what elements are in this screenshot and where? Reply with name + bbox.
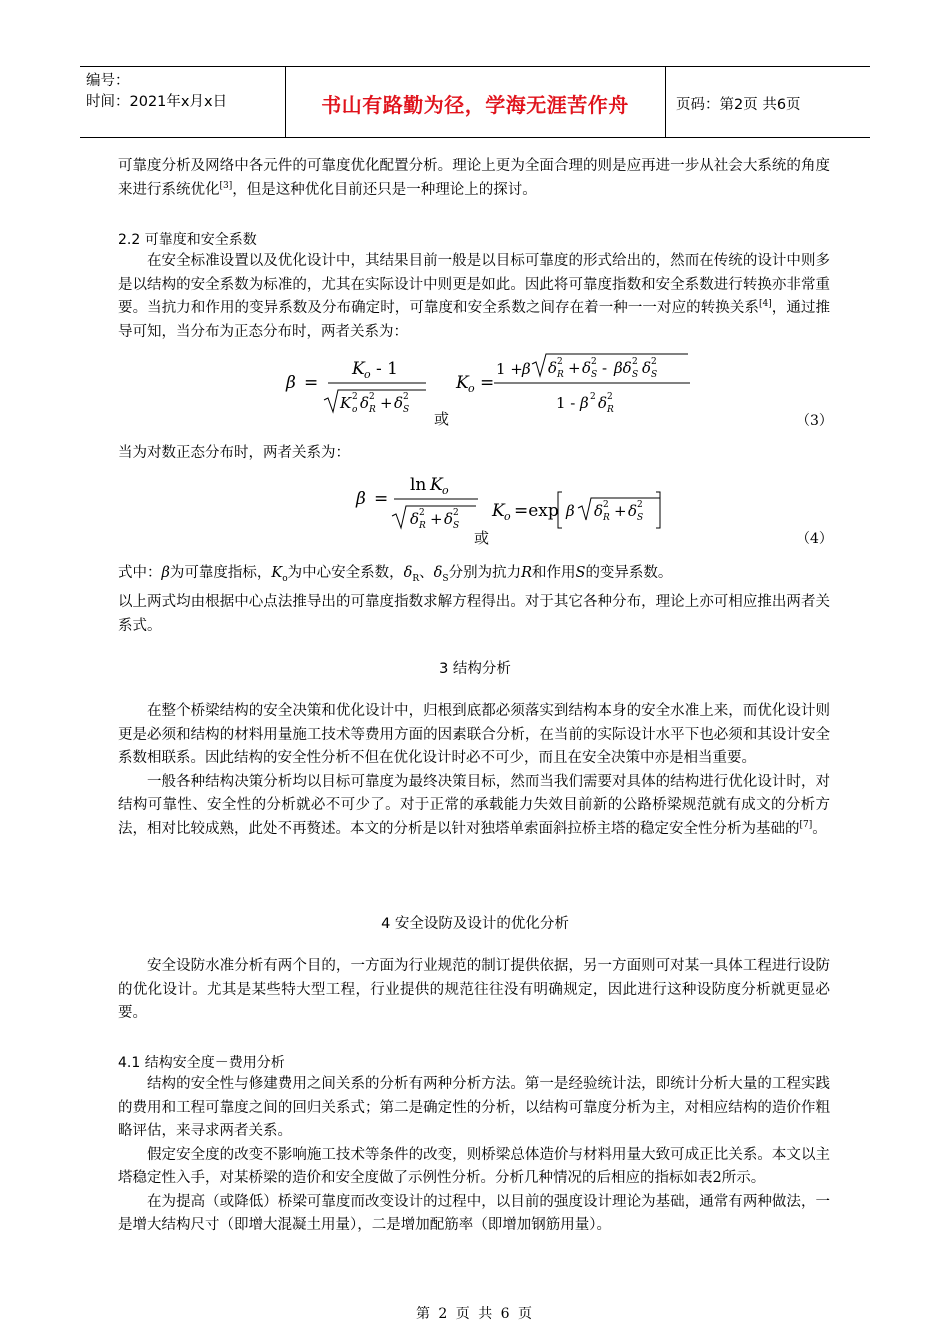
svg-text:δ: δ <box>598 394 608 412</box>
svg-text:2: 2 <box>603 500 609 510</box>
svg-text:2: 2 <box>607 392 613 402</box>
svg-text:2: 2 <box>352 392 358 402</box>
svg-text:β: β <box>580 394 589 412</box>
citation: [7] <box>799 819 813 830</box>
header-number: 编号： <box>86 73 130 89</box>
svg-text:δ: δ <box>410 510 420 528</box>
svg-text:β: β <box>286 373 296 393</box>
svg-text:δ: δ <box>394 394 404 412</box>
svg-text:+: + <box>430 510 443 528</box>
svg-text:+: + <box>614 502 627 520</box>
svg-text:β: β <box>566 502 575 520</box>
section-heading-3: 3 结构分析 <box>439 661 511 677</box>
svg-text:S: S <box>651 370 658 380</box>
svg-text:R: R <box>557 370 564 380</box>
svg-text:K: K <box>340 394 352 412</box>
svg-text:2: 2 <box>590 392 596 402</box>
svg-text:=exp: =exp <box>514 501 559 521</box>
svg-text:2: 2 <box>632 357 638 367</box>
svg-text:2: 2 <box>369 392 375 402</box>
svg-text:K: K <box>352 359 365 379</box>
svg-text:S: S <box>632 370 639 380</box>
svg-text:1 -: 1 - <box>556 394 576 412</box>
svg-text:R: R <box>603 513 610 523</box>
equation-4 <box>352 470 672 536</box>
svg-text:2: 2 <box>591 357 597 367</box>
paragraph: 当为对数正态分布时，两者关系为： <box>118 445 350 461</box>
header-time: 时间：2021年x月x日 <box>86 94 228 110</box>
svg-text:S: S <box>403 405 410 415</box>
svg-text:- 1: - 1 <box>376 359 398 379</box>
paragraph: 在整个桥梁结构的安全决策和优化设计中，归根到底都必须落实到结构本身的安全水准上来，而优化设计则更是必须和结构的材料用量施工技术等费用方面的因素联合分析，在当前的实际设计水平下也必须和其设计安全系数相联系。因此结构的安全性分析不但在优化设计时必不可少，而且在安全决策中亦是相当重要。 一般各种结构决策分析均以目标可靠度为最终决策目标，然而当我们需要对具体的结构进行优化设计时，对结构可靠性、安全性的分析就必不可少了。对于正常的承载能力失效目前新的公路桥梁规范就有成文的分析方法，相对比较成熟，此处不再赘述。本文的分析是以针对独塔单索面斜拉桥主塔的稳定安全性分析为基础的[7]。 <box>118 703 830 837</box>
header-meta <box>86 71 227 113</box>
section-heading-2-2: 2.2 可靠度和安全系数 <box>118 232 257 248</box>
svg-text:βδ: βδ <box>614 359 632 377</box>
svg-text:2: 2 <box>637 500 643 510</box>
paragraph: 结构的安全性与修建费用之间关系的分析有两种分析方法。第一是经验统计法，即统计分析大量的工程实践的费用和工程可靠度之间的回归关系式；第二是确定性的分析，以结构可靠度分析为主，对相应结构的造价作粗略评估，来寻求两者关系。 假定安全度的改变不影响施工技术等条件的改变，则桥梁总体造价与材料用量大致可成正比关系。本文以主塔稳定性入手，对某桥梁的造价和安全度做了示例性分析。分析几种情况的后相应的指标如表2所示。 在为提高（或降低）桥梁可靠度而改变设计的过程中，以目前的强度设计理论为基础，通常有两种做法，一是增大结构尺寸（即增大混凝土用量），二是增加配筋率（即增加钢筋用量）。 <box>118 1076 830 1233</box>
header-page: 页码：第2页 共6页 <box>676 97 801 113</box>
svg-text:2: 2 <box>453 508 459 518</box>
svg-text:δ: δ <box>594 502 604 520</box>
paragraph: 可靠度分析及网络中各元件的可靠度优化配置分析。理论上更为全面合理的则是应再进一步从社会大系统的角度来进行系统优化[3]，但是这种优化目前还只是一种理论上的探讨。 <box>118 158 830 198</box>
header-motto: 书山有路勤为径，学海无涯苦作舟 <box>321 93 629 117</box>
equation-number: （3） <box>796 413 833 429</box>
svg-text:R: R <box>607 405 614 415</box>
equation-3 <box>280 352 710 418</box>
svg-text:2: 2 <box>403 392 409 402</box>
svg-text:δ: δ <box>360 394 370 412</box>
definition-line: 式中：β为可靠度指标，$K_o$为中心安全系数，$\delta_R$、$\delta_S$分别为抗力R和作用S的变异系数。 以上两式均由根据中心点法推导出的可靠度指数求解方程得出。对于其它各种分布，理论上亦可相应推出两者关系式。 <box>118 565 830 634</box>
paragraph: 安全设防水准分析有两个目的，一方面为行业规范的制订提供依据，另一方面则可对某一具体工程进行设防的优化设计。尤其是某些特大型工程，行业提供的规范往往没有明确规定，因此进行这种设防度分析就更显必要。 <box>118 958 830 1021</box>
svg-text:K: K <box>456 373 469 393</box>
svg-text:S: S <box>637 513 644 523</box>
svg-text:=: = <box>480 373 495 393</box>
svg-text:R: R <box>369 405 376 415</box>
svg-text:+: + <box>568 359 581 377</box>
svg-text:-: - <box>602 359 608 377</box>
svg-text:S: S <box>591 370 598 380</box>
svg-text:o: o <box>364 368 371 381</box>
svg-text:o: o <box>442 484 449 497</box>
or-label: 或 <box>434 410 450 428</box>
svg-text:δ: δ <box>628 502 638 520</box>
svg-text:o: o <box>504 510 511 523</box>
svg-text:R: R <box>419 521 426 531</box>
svg-text:K: K <box>492 501 505 521</box>
svg-text:1 +: 1 + <box>496 360 523 378</box>
page-header <box>80 66 870 138</box>
svg-text:δ: δ <box>642 359 652 377</box>
svg-text:δ: δ <box>582 359 592 377</box>
svg-text:+: + <box>380 394 393 412</box>
svg-text:β: β <box>522 360 531 378</box>
svg-text:K: K <box>430 475 443 495</box>
svg-text:S: S <box>453 521 460 531</box>
svg-text:=: = <box>374 489 389 509</box>
page-footer: 第 2 页 共 6 页 <box>415 1306 535 1322</box>
section-heading-4: 4 安全设防及设计的优化分析 <box>381 916 569 932</box>
svg-text:δ: δ <box>548 359 558 377</box>
equation-number: （4） <box>796 531 833 547</box>
svg-text:2: 2 <box>651 357 657 367</box>
header-divider <box>665 67 666 137</box>
svg-text:2: 2 <box>557 357 563 367</box>
or-label: 或 <box>474 529 490 547</box>
citation: [4] <box>758 299 772 310</box>
svg-text:=: = <box>304 373 319 393</box>
paragraph: 在安全标准设置以及优化设计中，其结果目前一般是以目标可靠度的形式给出的，然而在传统的设计中则多是以结构的安全系数为标准的，尤其在实际设计中则更是如此。因此将可靠度指数和安全系数进行转换亦非常重要。当抗力和作用的变异系数及分布确定时，可靠度和安全系数之间存在着一种一一对应的转换关系[4]，通过推导可知，当分布为正态分布时，两者关系为： <box>118 253 831 340</box>
svg-text:ln: ln <box>410 475 427 495</box>
svg-text:β: β <box>356 489 366 509</box>
svg-text:2: 2 <box>419 508 425 518</box>
section-heading-4-1: 4.1 结构安全度－费用分析 <box>118 1055 285 1071</box>
citation: [3] <box>219 180 233 191</box>
svg-text:o: o <box>352 405 358 415</box>
svg-text:o: o <box>468 382 475 395</box>
svg-text:δ: δ <box>444 510 454 528</box>
